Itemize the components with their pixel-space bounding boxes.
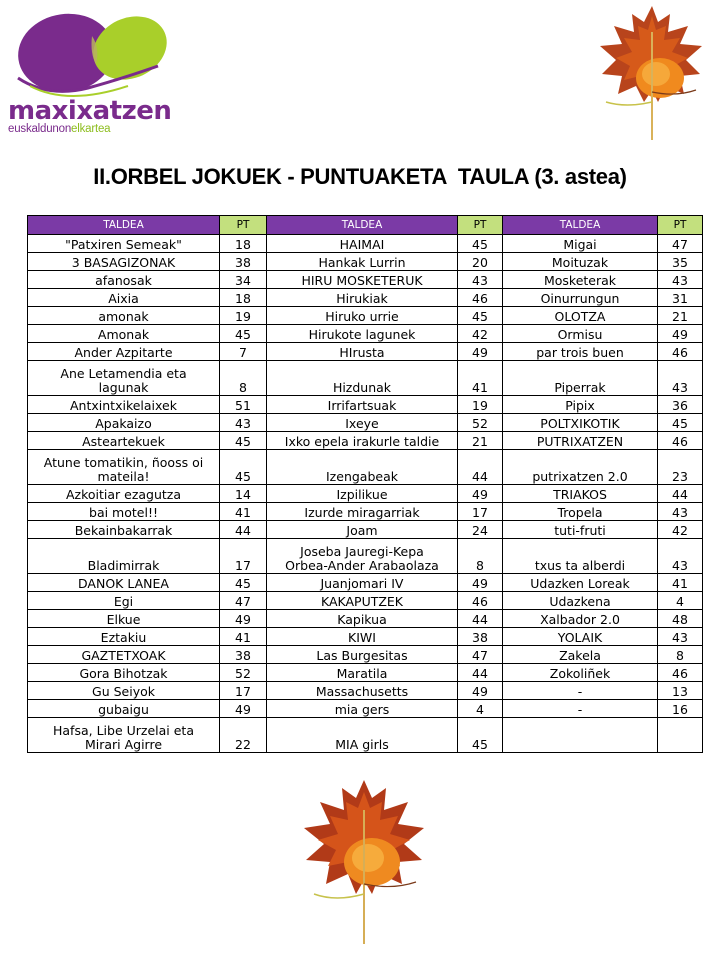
team-name-cell: Ander Azpitarte [28,343,220,361]
team-name-cell: Tropela [503,503,658,521]
points-cell: 45 [458,307,503,325]
points-cell: 19 [220,307,267,325]
points-cell: 52 [458,414,503,432]
points-cell: 4 [458,700,503,718]
team-name-cell: Eztakiu [28,628,220,646]
points-cell: 46 [458,289,503,307]
team-name-cell: OLOTZA [503,307,658,325]
points-cell: 47 [220,592,267,610]
team-name-cell: Antxintxikelaixek [28,396,220,414]
table-row [28,664,703,682]
points-cell: 46 [658,432,703,450]
team-name-cell: Ixko epela irakurle taldie [267,432,458,450]
points-cell: 41 [658,574,703,592]
team-name-cell: Amonak [28,325,220,343]
table-row [28,289,703,307]
points-cell: 19 [458,396,503,414]
table-body [28,235,703,753]
table-row [28,253,703,271]
team-name-cell: txus ta alberdi [503,539,658,574]
table-row [28,361,703,396]
team-name-cell: Oinurrungun [503,289,658,307]
team-name-cell: Hizdunak [267,361,458,396]
team-name-cell: Atune tomatikin, ñooss oi mateila! [28,450,220,485]
team-name-cell: Migai [503,235,658,253]
table-row [28,414,703,432]
table-row [28,307,703,325]
points-cell: 22 [220,718,267,753]
table-row [28,592,703,610]
header-points-3: PT [658,216,703,235]
points-cell: 44 [458,450,503,485]
points-cell: 21 [658,307,703,325]
points-cell: 16 [658,700,703,718]
team-name-cell: Ormisu [503,325,658,343]
points-cell: 45 [658,414,703,432]
points-cell: 46 [658,664,703,682]
logo-wordmark [8,98,178,135]
team-name-cell: Udazkena [503,592,658,610]
table-row [28,700,703,718]
points-cell: 14 [220,485,267,503]
team-name-cell: Gora Bihotzak [28,664,220,682]
points-cell: 43 [220,414,267,432]
points-cell: 49 [458,682,503,700]
points-cell: 43 [658,271,703,289]
table-row [28,574,703,592]
team-name-cell: Elkue [28,610,220,628]
table-row [28,682,703,700]
team-name-cell: Piperrak [503,361,658,396]
points-cell: 44 [458,664,503,682]
table-row [28,646,703,664]
team-name-cell: bai motel!! [28,503,220,521]
team-name-cell: Asteartekuek [28,432,220,450]
team-name-cell: - [503,682,658,700]
team-name-cell: Hiruko urrie [267,307,458,325]
table-row [28,450,703,485]
team-name-cell: Zokoliñek [503,664,658,682]
team-name-cell: HAIMAI [267,235,458,253]
logo-tagline-part2: elkartea [71,123,111,135]
header-team-3: TALDEA [503,216,658,235]
points-cell: 38 [458,628,503,646]
points-cell: 47 [458,646,503,664]
team-name-cell: mia gers [267,700,458,718]
team-name-cell: KAKAPUTZEK [267,592,458,610]
team-name-cell: Apakaizo [28,414,220,432]
team-name-cell: tuti-fruti [503,521,658,539]
team-name-cell: Zakela [503,646,658,664]
points-cell: 4 [658,592,703,610]
points-cell: 8 [658,646,703,664]
team-name-cell: TRIAKOS [503,485,658,503]
table-row [28,718,703,753]
points-cell: 17 [458,503,503,521]
points-cell: 34 [220,271,267,289]
team-name-cell: Irrifartsuak [267,396,458,414]
points-cell: 31 [658,289,703,307]
team-name-cell: Joam [267,521,458,539]
points-cell: 38 [220,253,267,271]
team-name-cell: Mosketerak [503,271,658,289]
points-cell: 7 [220,343,267,361]
header-points-1: PT [220,216,267,235]
team-name-cell: Juanjomari IV [267,574,458,592]
points-cell: 41 [458,361,503,396]
points-cell: 23 [658,450,703,485]
points-cell: 45 [220,574,267,592]
table-row [28,235,703,253]
points-cell: 49 [458,485,503,503]
table-row [28,628,703,646]
points-cell: 49 [458,574,503,592]
points-cell: 42 [458,325,503,343]
points-cell: 43 [658,628,703,646]
table-row [28,485,703,503]
points-cell: 51 [220,396,267,414]
team-name-cell: Azkoitiar ezagutza [28,485,220,503]
points-cell: 13 [658,682,703,700]
team-name-cell: HIrusta [267,343,458,361]
team-name-cell: 3 BASAGIZONAK [28,253,220,271]
points-cell: 17 [220,539,267,574]
team-name-cell: Ane Letamendia eta lagunak [28,361,220,396]
points-cell: 21 [458,432,503,450]
points-cell: 8 [458,539,503,574]
points-cell: 45 [220,432,267,450]
points-cell: 44 [658,485,703,503]
team-name-cell: Xalbador 2.0 [503,610,658,628]
points-cell: 43 [658,361,703,396]
team-name-cell: Joseba Jauregi-Kepa Orbea-Ander Arabaolaza [267,539,458,574]
team-name-cell: YOLAIK [503,628,658,646]
team-name-cell: gubaigu [28,700,220,718]
team-name-cell: "Patxiren Semeak" [28,235,220,253]
team-name-cell: Moituzak [503,253,658,271]
points-cell: 41 [220,628,267,646]
points-cell: 49 [458,343,503,361]
team-name-cell: POLTXIKOTIK [503,414,658,432]
team-name-cell: Izengabeak [267,450,458,485]
points-cell: 49 [220,700,267,718]
points-cell: 43 [658,539,703,574]
team-name-cell: PUTRIXATZEN [503,432,658,450]
header-team-1: TALDEA [28,216,220,235]
team-name-cell: Bekainbakarrak [28,521,220,539]
points-cell: 49 [658,325,703,343]
team-name-cell: afanosak [28,271,220,289]
table-row [28,503,703,521]
points-cell: 38 [220,646,267,664]
team-name-cell: DANOK LANEA [28,574,220,592]
table-row [28,271,703,289]
page-title: II.ORBEL JOKUEK - PUNTUAKETA TAULA (3. astea) [93,164,627,189]
team-name-cell: putrixatzen 2.0 [503,450,658,485]
header-points-2: PT [458,216,503,235]
points-cell: 20 [458,253,503,271]
team-name-cell: Massachusetts [267,682,458,700]
team-name-cell: GAZTETXOAK [28,646,220,664]
points-cell: 18 [220,235,267,253]
table-row [28,539,703,574]
logo-name: maxixatzen [8,96,172,126]
table-row [28,343,703,361]
points-cell: 46 [458,592,503,610]
points-cell: 52 [220,664,267,682]
table-row [28,521,703,539]
team-name-cell: Udazken Loreak [503,574,658,592]
points-cell: 45 [220,450,267,485]
team-name-cell: Kapikua [267,610,458,628]
table-row [28,610,703,628]
team-name-cell: KIWI [267,628,458,646]
team-name-cell: Aixia [28,289,220,307]
points-cell: 17 [220,682,267,700]
autumn-leaf-icon [596,2,708,144]
header-team-2: TALDEA [267,216,458,235]
team-name-cell [503,718,658,753]
points-cell: 46 [658,343,703,361]
points-cell: 45 [220,325,267,343]
points-cell: 47 [658,235,703,253]
team-name-cell: Izpilikue [267,485,458,503]
points-cell: 18 [220,289,267,307]
table-row [28,432,703,450]
team-name-cell: Hankak Lurrin [267,253,458,271]
team-name-cell: Hafsa, Libe Urzelai eta Mirari Agirre [28,718,220,753]
team-name-cell: - [503,700,658,718]
team-name-cell: Maratila [267,664,458,682]
points-cell: 35 [658,253,703,271]
team-name-cell: amonak [28,307,220,325]
points-cell: 24 [458,521,503,539]
scores-table [27,215,703,753]
points-cell: 36 [658,396,703,414]
team-name-cell: Egi [28,592,220,610]
team-name-cell: Las Burgesitas [267,646,458,664]
logo-tagline-part1: euskaldunon [8,123,72,135]
team-name-cell: Gu Seiyok [28,682,220,700]
points-cell [658,718,703,753]
points-cell: 44 [220,521,267,539]
points-cell: 48 [658,610,703,628]
team-name-cell: Hirukote lagunek [267,325,458,343]
points-cell: 44 [458,610,503,628]
team-name-cell: Pipix [503,396,658,414]
points-cell: 43 [658,503,703,521]
points-cell: 8 [220,361,267,396]
team-name-cell: Ixeye [267,414,458,432]
points-cell: 45 [458,235,503,253]
table-row [28,396,703,414]
team-name-cell: HIRU MOSKETERUK [267,271,458,289]
points-cell: 49 [220,610,267,628]
team-name-cell: Bladimirrak [28,539,220,574]
team-name-cell: MIA girls [267,718,458,753]
points-cell: 41 [220,503,267,521]
team-name-cell: Izurde miragarriak [267,503,458,521]
points-cell: 42 [658,521,703,539]
team-name-cell: par trois buen [503,343,658,361]
points-cell: 45 [458,718,503,753]
autumn-leaf-bottom-icon [300,776,430,948]
table-header-row [28,216,703,235]
table-row [28,325,703,343]
points-cell: 43 [458,271,503,289]
team-name-cell: Hirukiak [267,289,458,307]
logo-butterfly-icon [8,6,178,106]
